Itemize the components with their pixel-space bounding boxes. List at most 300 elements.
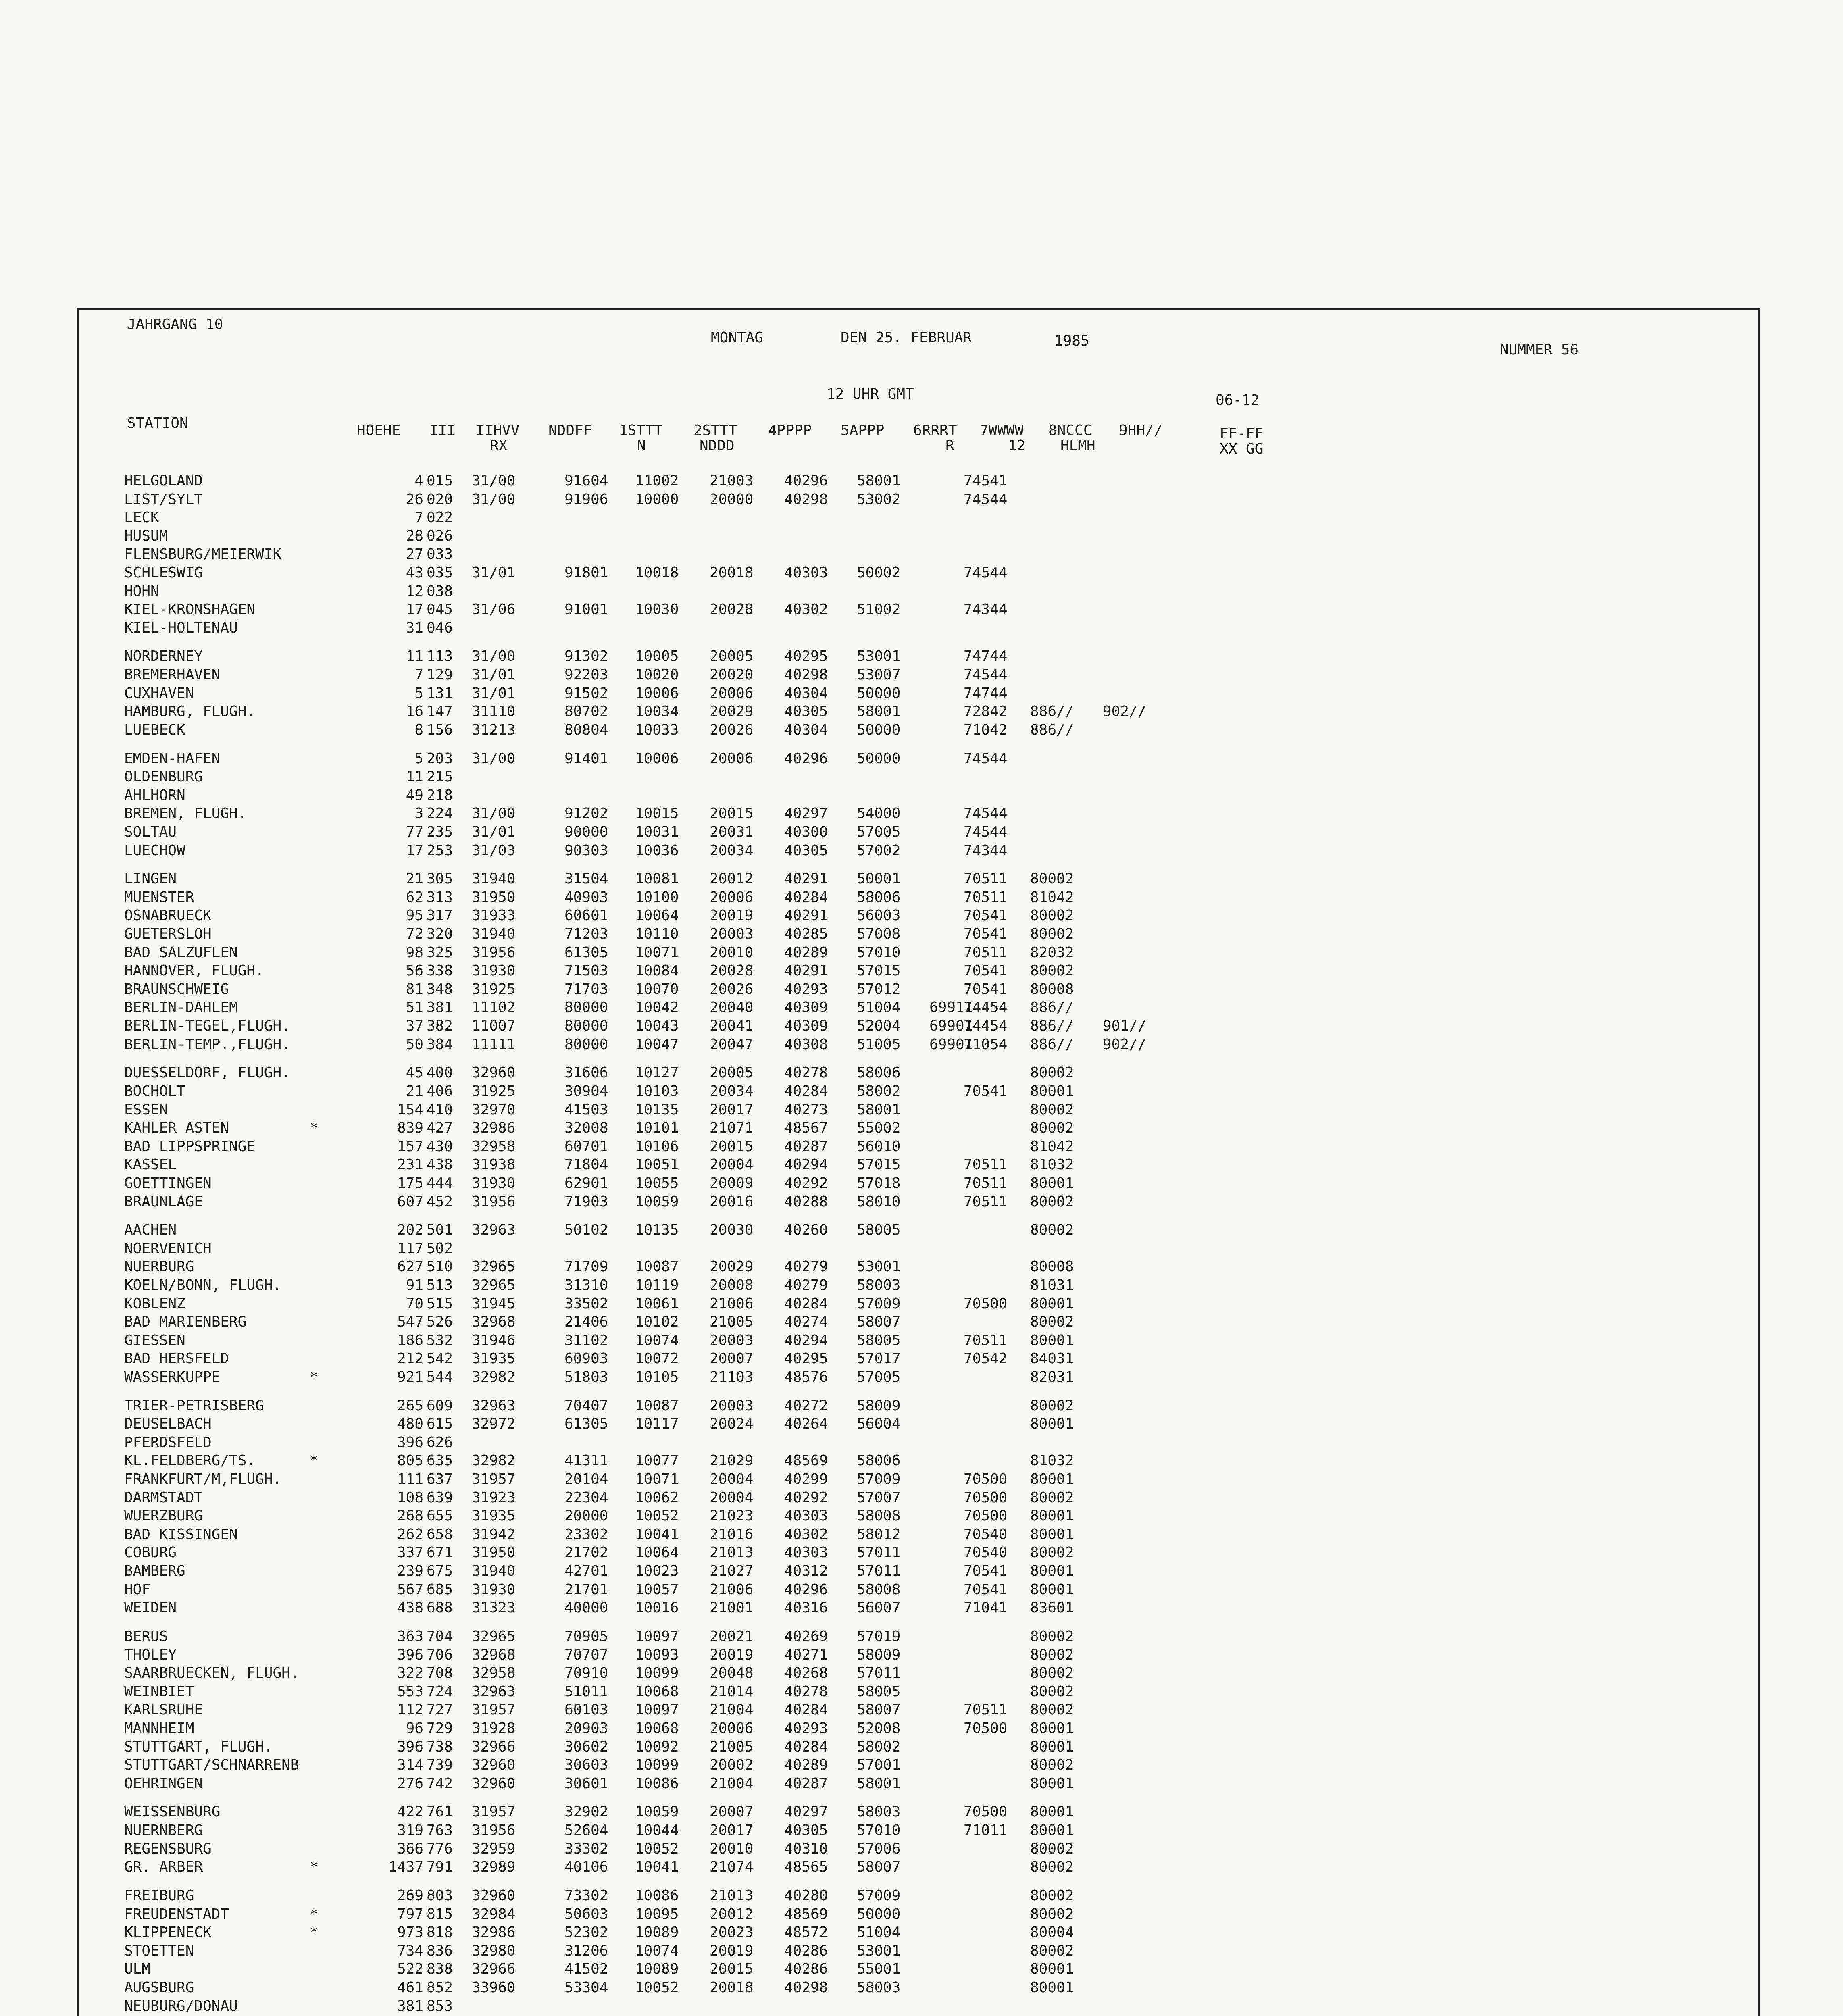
group-1sttt: 10103 bbox=[635, 1083, 679, 1100]
group-2sttt: 21004 bbox=[710, 1775, 754, 1792]
elevation: 202 bbox=[397, 1222, 423, 1238]
group-nddff: 32008 bbox=[564, 1120, 608, 1136]
group-iihvv: 11007 bbox=[472, 1018, 516, 1034]
group-iihvv: 32963 bbox=[472, 1397, 516, 1414]
group-5appp: 57011 bbox=[857, 1563, 901, 1579]
group-8nccc: 80001 bbox=[1030, 1526, 1074, 1543]
group-7wwww: 70541 bbox=[964, 1581, 1008, 1598]
group-5appp: 58003 bbox=[857, 1277, 901, 1293]
group-2sttt: 20040 bbox=[710, 999, 754, 1016]
col-nddff: NDDFF bbox=[548, 422, 592, 439]
elevation: 8 bbox=[414, 722, 423, 738]
elevation: 21 bbox=[406, 871, 423, 887]
group-2sttt: 20003 bbox=[710, 926, 754, 942]
group-5appp: 58001 bbox=[857, 1102, 901, 1118]
station-name: BAD SALZUFLEN bbox=[124, 944, 238, 961]
group-4pppp: 40298 bbox=[784, 666, 828, 683]
station-index: 853 bbox=[427, 1998, 453, 2014]
group-2sttt: 21103 bbox=[710, 1369, 754, 1385]
station-index: 655 bbox=[427, 1508, 453, 1524]
group-7wwww: 70541 bbox=[964, 907, 1008, 924]
station-name: GR. ARBER bbox=[124, 1859, 203, 1875]
group-2sttt: 20020 bbox=[710, 666, 754, 683]
group-1sttt: 10018 bbox=[635, 564, 679, 581]
station-name: FREUDENSTADT bbox=[124, 1906, 229, 1922]
mountain-marker: * bbox=[310, 1369, 319, 1385]
station-index: 203 bbox=[427, 750, 453, 767]
station-name: OLDENBURG bbox=[124, 768, 203, 785]
group-2sttt: 20019 bbox=[710, 1943, 754, 1959]
group-7wwww: 70540 bbox=[964, 1526, 1008, 1543]
group-4pppp: 40273 bbox=[784, 1102, 828, 1118]
group-1sttt: 10074 bbox=[635, 1332, 679, 1349]
station-name: KARLSRUHE bbox=[124, 1702, 203, 1718]
group-5appp: 57010 bbox=[857, 1822, 901, 1839]
group-5appp: 58005 bbox=[857, 1222, 901, 1238]
group-8nccc: 80002 bbox=[1030, 1943, 1074, 1959]
station-name: AACHEN bbox=[124, 1222, 177, 1238]
elevation: 921 bbox=[397, 1369, 423, 1385]
col-1sttt-sub: N bbox=[637, 437, 646, 454]
group-5appp: 58008 bbox=[857, 1581, 901, 1598]
group-nddff: 91001 bbox=[564, 601, 608, 618]
group-nddff: 51803 bbox=[564, 1369, 608, 1385]
station-index: 727 bbox=[427, 1702, 453, 1718]
station-index: 313 bbox=[427, 889, 453, 906]
group-1sttt: 10059 bbox=[635, 1193, 679, 1210]
elevation: 366 bbox=[397, 1841, 423, 1857]
station-index: 739 bbox=[427, 1757, 453, 1773]
group-1sttt: 10005 bbox=[635, 648, 679, 664]
group-nddff: 60601 bbox=[564, 907, 608, 924]
group-nddff: 60103 bbox=[564, 1702, 608, 1718]
group-5appp: 57007 bbox=[857, 1489, 901, 1506]
group-2sttt: 21014 bbox=[710, 1683, 754, 1700]
group-7wwww: 74344 bbox=[964, 842, 1008, 859]
station-name: FLENSBURG/MEIERWIK bbox=[124, 546, 282, 562]
station-index: 706 bbox=[427, 1647, 453, 1663]
group-4pppp: 40296 bbox=[784, 1581, 828, 1598]
group-2sttt: 20012 bbox=[710, 871, 754, 887]
group-5appp: 53002 bbox=[857, 491, 901, 508]
group-nddff: 21701 bbox=[564, 1581, 608, 1598]
station-index: 400 bbox=[427, 1064, 453, 1081]
station-index: 688 bbox=[427, 1599, 453, 1616]
group-1sttt: 10062 bbox=[635, 1489, 679, 1506]
group-8nccc: 80001 bbox=[1030, 1563, 1074, 1579]
station-index: 224 bbox=[427, 805, 453, 822]
group-nddff: 31102 bbox=[564, 1332, 608, 1349]
group-1sttt: 10052 bbox=[635, 1508, 679, 1524]
group-4pppp: 40286 bbox=[784, 1961, 828, 1977]
volume-label: JAHRGANG 10 bbox=[127, 316, 223, 333]
station-name: BRAUNSCHWEIG bbox=[124, 981, 229, 998]
group-nddff: 91906 bbox=[564, 491, 608, 508]
group-7wwww: 71041 bbox=[964, 1599, 1008, 1616]
group-2sttt: 20026 bbox=[710, 722, 754, 738]
group-2sttt: 20016 bbox=[710, 1193, 754, 1210]
group-iihvv: 31/01 bbox=[472, 824, 516, 840]
group-8nccc: 80001 bbox=[1030, 1471, 1074, 1487]
elevation: 422 bbox=[397, 1804, 423, 1820]
group-5appp: 50002 bbox=[857, 564, 901, 581]
group-2sttt: 21013 bbox=[710, 1544, 754, 1561]
group-nddff: 41502 bbox=[564, 1961, 608, 1977]
elevation: 396 bbox=[397, 1434, 423, 1451]
station-index: 020 bbox=[427, 491, 453, 508]
group-iihvv: 31928 bbox=[472, 1720, 516, 1737]
elevation: 95 bbox=[406, 907, 423, 924]
group-iihvv: 31/00 bbox=[472, 491, 516, 508]
group-5appp: 53001 bbox=[857, 1943, 901, 1959]
year-label: 1985 bbox=[1054, 333, 1089, 349]
group-7wwww: 74544 bbox=[964, 805, 1008, 822]
group-iihvv: 31957 bbox=[472, 1702, 516, 1718]
group-1sttt: 10041 bbox=[635, 1859, 679, 1875]
station-index: 015 bbox=[427, 473, 453, 489]
elevation: 337 bbox=[397, 1544, 423, 1561]
elevation: 111 bbox=[397, 1471, 423, 1487]
group-4pppp: 40297 bbox=[784, 805, 828, 822]
group-8nccc: 81031 bbox=[1030, 1277, 1074, 1293]
group-iihvv: 33960 bbox=[472, 1979, 516, 1996]
elevation: 547 bbox=[397, 1314, 423, 1330]
station-name: KIEL-KRONSHAGEN bbox=[124, 601, 256, 618]
station-index: 384 bbox=[427, 1036, 453, 1053]
elevation: 56 bbox=[406, 962, 423, 979]
group-iihvv: 31925 bbox=[472, 1083, 516, 1100]
group-4pppp: 40293 bbox=[784, 981, 828, 998]
group-4pppp: 40284 bbox=[784, 889, 828, 906]
group-5appp: 58001 bbox=[857, 1775, 901, 1792]
group-nddff: 40903 bbox=[564, 889, 608, 906]
group-5appp: 57011 bbox=[857, 1544, 901, 1561]
elevation: 70 bbox=[406, 1295, 423, 1312]
group-5appp: 57011 bbox=[857, 1665, 901, 1681]
mountain-marker: * bbox=[310, 1859, 319, 1875]
station-index: 430 bbox=[427, 1138, 453, 1155]
group-8nccc: 80002 bbox=[1030, 1887, 1074, 1904]
group-2sttt: 20029 bbox=[710, 1258, 754, 1275]
group-2sttt: 20021 bbox=[710, 1628, 754, 1645]
group-2sttt: 20015 bbox=[710, 1138, 754, 1155]
group-8nccc: 80002 bbox=[1030, 1757, 1074, 1773]
station-name: PFERDSFELD bbox=[124, 1434, 212, 1451]
group-4pppp: 40274 bbox=[784, 1314, 828, 1330]
elevation: 45 bbox=[406, 1064, 423, 1081]
station-index: 147 bbox=[427, 703, 453, 720]
group-8nccc: 80002 bbox=[1030, 1702, 1074, 1718]
group-5appp: 53001 bbox=[857, 1258, 901, 1275]
group-4pppp: 40296 bbox=[784, 473, 828, 489]
station-name: STOETTEN bbox=[124, 1943, 194, 1959]
group-2sttt: 20015 bbox=[710, 805, 754, 822]
group-1sttt: 10086 bbox=[635, 1887, 679, 1904]
group-9hh: 901// bbox=[1103, 1018, 1147, 1034]
group-9hh: 902// bbox=[1103, 1036, 1147, 1053]
group-8nccc: 80008 bbox=[1030, 1258, 1074, 1275]
group-1sttt: 10059 bbox=[635, 1804, 679, 1820]
group-8nccc: 80002 bbox=[1030, 907, 1074, 924]
group-2sttt: 20030 bbox=[710, 1222, 754, 1238]
station-name: FREIBURG bbox=[124, 1887, 194, 1904]
group-8nccc: 886// bbox=[1030, 1036, 1074, 1053]
group-iihvv: 31946 bbox=[472, 1332, 516, 1349]
group-5appp: 50000 bbox=[857, 685, 901, 702]
group-8nccc: 83601 bbox=[1030, 1599, 1074, 1616]
group-1sttt: 10100 bbox=[635, 889, 679, 906]
group-iihvv: 31213 bbox=[472, 722, 516, 738]
group-2sttt: 20034 bbox=[710, 1083, 754, 1100]
station-index: 026 bbox=[427, 528, 453, 544]
station-index: 381 bbox=[427, 999, 453, 1016]
group-2sttt: 20009 bbox=[710, 1175, 754, 1191]
group-7wwww: 74544 bbox=[964, 491, 1008, 508]
group-5appp: 57015 bbox=[857, 1156, 901, 1173]
group-4pppp: 40278 bbox=[784, 1064, 828, 1081]
group-7wwww: 74544 bbox=[964, 824, 1008, 840]
station-index: 838 bbox=[427, 1961, 453, 1977]
group-4pppp: 40295 bbox=[784, 1350, 828, 1367]
station-index: 763 bbox=[427, 1822, 453, 1839]
group-iihvv: 32989 bbox=[472, 1859, 516, 1875]
group-7wwww: 70511 bbox=[964, 1193, 1008, 1210]
group-nddff: 91302 bbox=[564, 648, 608, 664]
col-2sttt: 2STTT bbox=[693, 422, 737, 439]
station-index: 131 bbox=[427, 685, 453, 702]
group-7wwww: 70500 bbox=[964, 1489, 1008, 1506]
group-7wwww: 70500 bbox=[964, 1804, 1008, 1820]
group-8nccc: 80002 bbox=[1030, 1906, 1074, 1922]
group-7wwww: 70541 bbox=[964, 962, 1008, 979]
group-4pppp: 48565 bbox=[784, 1859, 828, 1875]
group-5appp: 51004 bbox=[857, 1924, 901, 1941]
group-iihvv: 32966 bbox=[472, 1739, 516, 1755]
group-1sttt: 10052 bbox=[635, 1979, 679, 1996]
station-name: GIESSEN bbox=[124, 1332, 185, 1349]
group-nddff: 41311 bbox=[564, 1452, 608, 1469]
elevation: 72 bbox=[406, 926, 423, 942]
group-iihvv: 31323 bbox=[472, 1599, 516, 1616]
station-name: HOF bbox=[124, 1581, 151, 1598]
group-iihvv: 31/00 bbox=[472, 805, 516, 822]
group-7wwww: 70500 bbox=[964, 1508, 1008, 1524]
group-4pppp: 40298 bbox=[784, 1979, 828, 1996]
group-1sttt: 10064 bbox=[635, 1544, 679, 1561]
group-2sttt: 20007 bbox=[710, 1350, 754, 1367]
group-2sttt: 20006 bbox=[710, 685, 754, 702]
elevation: 112 bbox=[397, 1702, 423, 1718]
station-name: BAD HERSFELD bbox=[124, 1350, 229, 1367]
group-4pppp: 40291 bbox=[784, 962, 828, 979]
group-nddff: 80000 bbox=[564, 1018, 608, 1034]
group-5appp: 51004 bbox=[857, 999, 901, 1016]
group-2sttt: 20012 bbox=[710, 1906, 754, 1922]
group-1sttt: 10110 bbox=[635, 926, 679, 942]
group-2sttt: 20028 bbox=[710, 601, 754, 618]
group-1sttt: 10031 bbox=[635, 824, 679, 840]
station-index: 218 bbox=[427, 787, 453, 804]
group-1sttt: 10095 bbox=[635, 1906, 679, 1922]
group-8nccc: 80001 bbox=[1030, 1979, 1074, 1996]
group-5appp: 50000 bbox=[857, 722, 901, 738]
group-iihvv: 31956 bbox=[472, 1822, 516, 1839]
group-iihvv: 31923 bbox=[472, 1489, 516, 1506]
group-nddff: 91604 bbox=[564, 473, 608, 489]
station-name: WEIDEN bbox=[124, 1599, 177, 1616]
station-index: 776 bbox=[427, 1841, 453, 1857]
group-2sttt: 20018 bbox=[710, 1979, 754, 1996]
group-5appp: 58010 bbox=[857, 1193, 901, 1210]
group-iihvv: 31/00 bbox=[472, 750, 516, 767]
station-index: 635 bbox=[427, 1452, 453, 1469]
group-2sttt: 20031 bbox=[710, 824, 754, 840]
group-2sttt: 21023 bbox=[710, 1508, 754, 1524]
group-1sttt: 10071 bbox=[635, 1471, 679, 1487]
group-nddff: 31504 bbox=[564, 871, 608, 887]
group-1sttt: 10074 bbox=[635, 1943, 679, 1959]
group-8nccc: 80001 bbox=[1030, 1295, 1074, 1312]
group-5appp: 50000 bbox=[857, 750, 901, 767]
col-4pppp: 4PPPP bbox=[768, 422, 812, 439]
group-4pppp: 40297 bbox=[784, 1804, 828, 1820]
elevation: 262 bbox=[397, 1526, 423, 1543]
group-5appp: 58002 bbox=[857, 1083, 901, 1100]
group-7wwww: 74744 bbox=[964, 648, 1008, 664]
group-5appp: 52004 bbox=[857, 1018, 901, 1034]
elevation: 396 bbox=[397, 1739, 423, 1755]
group-iihvv: 31/03 bbox=[472, 842, 516, 859]
group-iihvv: 32966 bbox=[472, 1961, 516, 1977]
group-5appp: 58005 bbox=[857, 1683, 901, 1700]
station-name: AHLHORN bbox=[124, 787, 185, 804]
group-iihvv: 32980 bbox=[472, 1943, 516, 1959]
station-index: 410 bbox=[427, 1102, 453, 1118]
group-8nccc: 80002 bbox=[1030, 1544, 1074, 1561]
station-index: 671 bbox=[427, 1544, 453, 1561]
group-1sttt: 10047 bbox=[635, 1036, 679, 1053]
group-4pppp: 40291 bbox=[784, 907, 828, 924]
group-nddff: 71903 bbox=[564, 1193, 608, 1210]
elevation: 314 bbox=[397, 1757, 423, 1773]
group-1sttt: 10036 bbox=[635, 842, 679, 859]
group-iihvv: 32963 bbox=[472, 1222, 516, 1238]
elevation: 607 bbox=[397, 1193, 423, 1210]
group-nddff: 71804 bbox=[564, 1156, 608, 1173]
col-iii: III bbox=[429, 422, 456, 439]
group-4pppp: 40294 bbox=[784, 1156, 828, 1173]
group-nddff: 71503 bbox=[564, 962, 608, 979]
station-index: 156 bbox=[427, 722, 453, 738]
station-index: 438 bbox=[427, 1156, 453, 1173]
group-5appp: 58001 bbox=[857, 703, 901, 720]
station-index: 035 bbox=[427, 564, 453, 581]
group-4pppp: 48569 bbox=[784, 1906, 828, 1922]
station-index: 658 bbox=[427, 1526, 453, 1543]
group-7wwww: 72842 bbox=[964, 703, 1008, 720]
group-2sttt: 20010 bbox=[710, 944, 754, 961]
station-index: 708 bbox=[427, 1665, 453, 1681]
mountain-marker: * bbox=[310, 1120, 319, 1136]
group-4pppp: 48569 bbox=[784, 1452, 828, 1469]
station-index: 320 bbox=[427, 926, 453, 942]
station-name: DARMSTADT bbox=[124, 1489, 203, 1506]
station-name: SCHLESWIG bbox=[124, 564, 203, 581]
station-name: KLIPPENECK bbox=[124, 1924, 212, 1941]
group-4pppp: 40284 bbox=[784, 1739, 828, 1755]
group-1sttt: 10099 bbox=[635, 1665, 679, 1681]
group-4pppp: 40303 bbox=[784, 1544, 828, 1561]
mountain-marker: * bbox=[310, 1452, 319, 1469]
station-name: WASSERKUPPE bbox=[124, 1369, 221, 1385]
station-name: HELGOLAND bbox=[124, 473, 203, 489]
station-index: 526 bbox=[427, 1314, 453, 1330]
group-5appp: 57005 bbox=[857, 1369, 901, 1385]
elevation: 16 bbox=[406, 703, 423, 720]
station-index: 815 bbox=[427, 1906, 453, 1922]
group-5appp: 57002 bbox=[857, 842, 901, 859]
group-1sttt: 10097 bbox=[635, 1702, 679, 1718]
group-8nccc: 80002 bbox=[1030, 1120, 1074, 1136]
group-nddff: 80000 bbox=[564, 1036, 608, 1053]
group-8nccc: 886// bbox=[1030, 999, 1074, 1016]
group-2sttt: 21005 bbox=[710, 1739, 754, 1755]
station-index: 129 bbox=[427, 666, 453, 683]
elevation: 4 bbox=[414, 473, 423, 489]
group-2sttt: 20041 bbox=[710, 1018, 754, 1034]
group-4pppp: 40304 bbox=[784, 685, 828, 702]
col-7wwww-sub: 12 bbox=[1008, 437, 1026, 454]
group-nddff: 30904 bbox=[564, 1083, 608, 1100]
group-1sttt: 10006 bbox=[635, 685, 679, 702]
group-8nccc: 80001 bbox=[1030, 1083, 1074, 1100]
group-5appp: 50001 bbox=[857, 871, 901, 887]
station-name: KOBLENZ bbox=[124, 1295, 185, 1312]
station-name: KL.FELDBERG/TS. bbox=[124, 1452, 256, 1469]
col-hoehe: HOEHE bbox=[357, 422, 401, 439]
station-index: 704 bbox=[427, 1628, 453, 1645]
station-index: 675 bbox=[427, 1563, 453, 1579]
group-2sttt: 20034 bbox=[710, 842, 754, 859]
group-5appp: 54000 bbox=[857, 805, 901, 822]
group-5appp: 56010 bbox=[857, 1138, 901, 1155]
group-nddff: 23302 bbox=[564, 1526, 608, 1543]
group-8nccc: 80001 bbox=[1030, 1720, 1074, 1737]
elevation: 839 bbox=[397, 1120, 423, 1136]
group-1sttt: 10064 bbox=[635, 907, 679, 924]
group-4pppp: 40303 bbox=[784, 1508, 828, 1524]
elevation: 186 bbox=[397, 1332, 423, 1349]
group-4pppp: 40305 bbox=[784, 703, 828, 720]
group-nddff: 71703 bbox=[564, 981, 608, 998]
group-iihvv: 31/01 bbox=[472, 666, 516, 683]
group-iihvv: 31935 bbox=[472, 1508, 516, 1524]
col-9hh: 9HH// bbox=[1119, 422, 1163, 439]
group-nddff: 52302 bbox=[564, 1924, 608, 1941]
elevation: 51 bbox=[406, 999, 423, 1016]
group-nddff: 71203 bbox=[564, 926, 608, 942]
group-2sttt: 20028 bbox=[710, 962, 754, 979]
group-8nccc: 80002 bbox=[1030, 1489, 1074, 1506]
station-name: BRAUNLAGE bbox=[124, 1193, 203, 1210]
elevation: 5 bbox=[414, 685, 423, 702]
group-1sttt: 11002 bbox=[635, 473, 679, 489]
group-8nccc: 80001 bbox=[1030, 1961, 1074, 1977]
group-4pppp: 40305 bbox=[784, 1822, 828, 1839]
group-7wwww: 74454 bbox=[964, 1018, 1008, 1034]
weekday-label: MONTAG bbox=[711, 329, 764, 346]
group-2sttt: 21005 bbox=[710, 1314, 754, 1330]
